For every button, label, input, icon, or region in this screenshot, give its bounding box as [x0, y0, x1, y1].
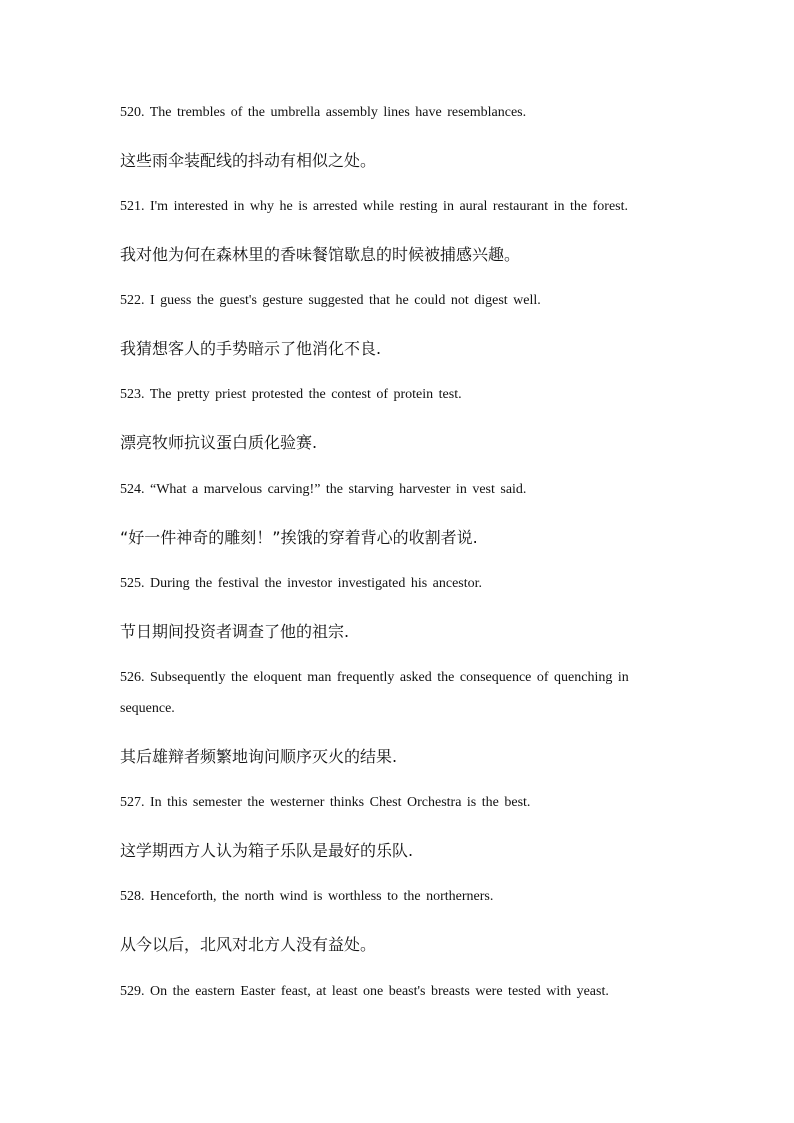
- entry-523-chinese: 漂亮牧师抗议蛋白质化验赛.: [120, 433, 318, 452]
- entry-521-chinese: 我对他为何在森林里的香味餐馆歇息的时候被捕感兴趣。: [120, 245, 521, 264]
- entry-529-english: 529. On the eastern Easter feast, at least one beast's breasts were tested with yeast.: [120, 984, 609, 999]
- entry-520-english: 520. The trembles of the umbrella assembly lines have resemblances.: [120, 105, 527, 120]
- entry-528-english: 528. Henceforth, the north wind is worthless to the northerners.: [120, 889, 494, 904]
- entry-523-english: 523. The pretty priest protested the contest of protein test.: [120, 387, 462, 402]
- entry-524-english: 524. “What a marvelous carving!” the starving harvester in vest said.: [120, 482, 527, 497]
- entry-522-chinese: 我猜想客人的手势暗示了他消化不良.: [120, 339, 382, 358]
- entry-525-chinese: 节日期间投资者调查了他的祖宗.: [120, 622, 350, 641]
- entry-526-chinese: 其后雄辩者频繁地询问顺序灭火的结果.: [120, 747, 398, 766]
- entry-527-english: 527. In this semester the westerner thinks Chest Orchestra is the best.: [120, 795, 531, 810]
- entry-528-chinese: 从今以后，北风对北方人没有益处。: [120, 935, 377, 954]
- entry-525-english: 525. During the festival the investor investigated his ancestor.: [120, 576, 483, 591]
- entry-527-chinese: 这学期西方人认为箱子乐队是最好的乐队.: [120, 841, 414, 860]
- entry-526-english-line-1: 526. Subsequently the eloquent man frequently asked the consequence of quenching in: [120, 670, 629, 685]
- entry-520-chinese: 这些雨伞装配线的抖动有相似之处。: [120, 151, 377, 170]
- entry-526-english-line-2: sequence.: [120, 701, 175, 716]
- entry-524-chinese: “好一件神奇的雕刻！”挨饿的穿着背心的收割者说.: [120, 528, 478, 547]
- entry-521-english: 521. I'm interested in why he is arrested while resting in aural restaurant in the forest.: [120, 199, 628, 214]
- entry-522-english: 522. I guess the guest's gesture suggested that he could not digest well.: [120, 293, 541, 308]
